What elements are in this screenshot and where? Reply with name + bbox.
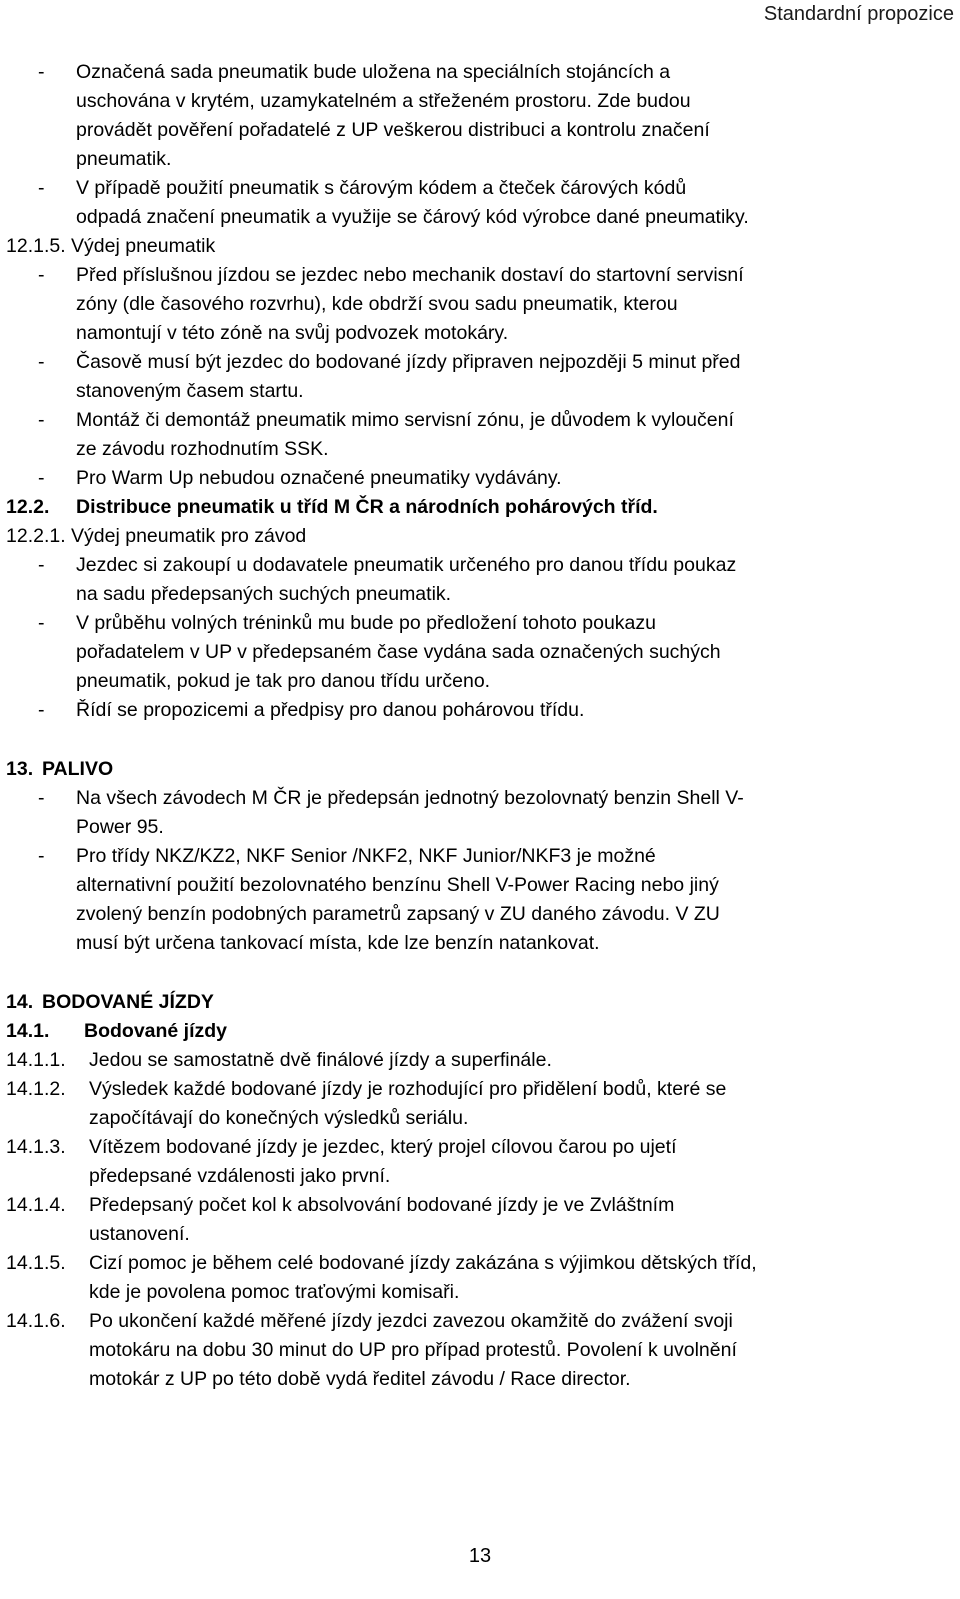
text-line: Po ukončení každé měřené jízdy jezdci zavezou okamžitě do zvážení svoji xyxy=(89,1310,733,1332)
text-line: zvolený benzín podobných parametrů zapsaný v ZU daného závodu. V ZU xyxy=(76,903,720,925)
section-title: Distribuce pneumatik u tříd M ČR a národních pohárových tříd. xyxy=(76,496,658,518)
text-line: Na všech závodech M ČR je předepsán jednotný bezolovnatý benzin Shell V- xyxy=(76,787,744,809)
text-line: Montáž či demontáž pneumatik mimo servisní zónu, je důvodem k vyloučení xyxy=(76,409,734,431)
section-title: Bodované jízdy xyxy=(84,1020,228,1042)
text-line: namontují v této zóně na svůj podvozek motokáry. xyxy=(76,322,509,344)
page-number: 13 xyxy=(468,1545,492,1567)
text-line: uschována v krytém, uzamykatelném a střeženém prostoru. Zde budou xyxy=(76,90,691,112)
text-line: kde je povolena pomoc traťovými komisaři. xyxy=(89,1281,460,1303)
list-item xyxy=(0,696,960,725)
list-item xyxy=(0,842,960,871)
dash-bullet: - xyxy=(38,554,45,576)
dash-bullet: - xyxy=(38,612,45,634)
text-line: odpadá značení pneumatik a využije se čárový kód výrobce dané pneumatiky. xyxy=(76,206,749,228)
text-line: Vítězem bodované jízdy je jezdec, který projel cílovou čarou po ujetí xyxy=(89,1136,677,1158)
list-item xyxy=(0,348,960,377)
text-line: Power 95. xyxy=(76,816,164,838)
section-number: 13. xyxy=(6,758,34,780)
text-line: ze závodu rozhodnutím SSK. xyxy=(76,438,329,460)
text-line: provádět pověření pořadatelé z UP veškerou distribuci a kontrolu značení xyxy=(76,119,710,141)
section-heading-12-2 xyxy=(0,493,960,522)
list-item xyxy=(0,464,960,493)
section-number: 14.1. xyxy=(6,1020,50,1042)
text-line: ustanovení. xyxy=(89,1223,190,1245)
section-heading-14-1 xyxy=(0,1017,960,1046)
section-title: BODOVANÉ JÍZDY xyxy=(42,991,214,1013)
text-line: alternativní použití bezolovnatého benzínu Shell V-Power Racing nebo jiný xyxy=(76,874,719,896)
item-number: 14.1.5. xyxy=(6,1252,66,1274)
numbered-item-14-1-2 xyxy=(0,1075,960,1104)
list-item xyxy=(0,174,960,203)
list-item xyxy=(0,609,960,638)
text-line: započítávají do konečných výsledků seriálu. xyxy=(89,1107,469,1129)
section-heading-13 xyxy=(0,755,960,784)
section-heading-12-1-5: 12.1.5. Výdej pneumatik xyxy=(6,235,216,257)
item-number: 14.1.4. xyxy=(6,1194,66,1216)
text-line: musí být určena tankovací místa, kde lze benzín natankovat. xyxy=(76,932,600,954)
text-line: Časově musí být jezdec do bodované jízdy připraven nejpozději 5 minut před xyxy=(76,351,741,373)
dash-bullet: - xyxy=(38,845,45,867)
list-item xyxy=(0,58,960,87)
dash-bullet: - xyxy=(38,467,45,489)
text-line: stanoveným časem startu. xyxy=(76,380,304,402)
text-line: Předepsaný počet kol k absolvování bodované jízdy je ve Zvláštním xyxy=(89,1194,675,1216)
dash-bullet: - xyxy=(38,351,45,373)
dash-bullet: - xyxy=(38,699,45,721)
section-number: 14. xyxy=(6,991,34,1013)
numbered-item-14-1-6 xyxy=(0,1307,960,1336)
item-number: 14.1.1. xyxy=(6,1049,66,1071)
dash-bullet: - xyxy=(38,787,45,809)
item-number: 14.1.3. xyxy=(6,1136,66,1158)
list-item xyxy=(0,784,960,813)
dash-bullet: - xyxy=(38,409,45,431)
item-number: 14.1.6. xyxy=(6,1310,66,1332)
numbered-item-14-1-3 xyxy=(0,1133,960,1162)
text-line: V případě použití pneumatik s čárovým kódem a čteček čárových kódů xyxy=(76,177,687,199)
text-line: Cizí pomoc je během celé bodované jízdy zakázána s výjimkou dětských tříd, xyxy=(89,1252,757,1274)
text-line: pořadatelem v UP v předepsaném čase vydána sada označených suchých xyxy=(76,641,721,663)
page-header-title: Standardní propozice xyxy=(763,3,954,25)
text-line: předepsané vzdálenosti jako první. xyxy=(89,1165,391,1187)
dash-bullet: - xyxy=(38,61,45,83)
list-item xyxy=(0,261,960,290)
section-title: PALIVO xyxy=(42,758,114,780)
dash-bullet: - xyxy=(38,177,45,199)
section-heading-12-2-1: 12.2.1. Výdej pneumatik pro závod xyxy=(6,525,307,547)
section-heading-14 xyxy=(0,988,960,1017)
text-line: Před příslušnou jízdou se jezdec nebo mechanik dostaví do startovní servisní xyxy=(76,264,744,286)
dash-bullet: - xyxy=(38,264,45,286)
item-number: 14.1.2. xyxy=(6,1078,66,1100)
text-line: Pro třídy NKZ/KZ2, NKF Senior /NKF2, NKF Junior/NKF3 je možné xyxy=(76,845,656,867)
text-line: motokáru na dobu 30 minut do UP pro případ protestů. Povolení k uvolnění xyxy=(89,1339,737,1361)
numbered-item-14-1-1 xyxy=(0,1046,960,1075)
text-line: zóny (dle časového rozvrhu), kde obdrží svou sadu pneumatik, kterou xyxy=(76,293,678,315)
text-line: pneumatik. xyxy=(76,148,172,170)
section-number: 12.2. xyxy=(6,496,50,518)
text-line: Označená sada pneumatik bude uložena na speciálních stojáncích a xyxy=(76,61,671,83)
list-item xyxy=(0,551,960,580)
list-item xyxy=(0,406,960,435)
numbered-item-14-1-4 xyxy=(0,1191,960,1220)
text-line: Jezdec si zakoupí u dodavatele pneumatik určeného pro danou třídu poukaz xyxy=(76,554,737,576)
text-line: Řídí se propozicemi a předpisy pro danou pohárovou třídu. xyxy=(76,699,585,721)
text-line: na sadu předepsaných suchých pneumatik. xyxy=(76,583,452,605)
text-line: Jedou se samostatně dvě finálové jízdy a superfinále. xyxy=(89,1049,552,1071)
numbered-item-14-1-5 xyxy=(0,1249,960,1278)
text-line: Výsledek každé bodované jízdy je rozhodující pro přidělení bodů, které se xyxy=(89,1078,727,1100)
text-line: V průběhu volných tréninků mu bude po předložení tohoto poukazu xyxy=(76,612,656,634)
text-line: pneumatik, pokud je tak pro danou třídu určeno. xyxy=(76,670,491,692)
text-line: Pro Warm Up nebudou označené pneumatiky vydávány. xyxy=(76,467,562,489)
text-line: motokár z UP po této době vydá ředitel závodu / Race director. xyxy=(89,1368,631,1390)
document-body xyxy=(0,58,960,1394)
